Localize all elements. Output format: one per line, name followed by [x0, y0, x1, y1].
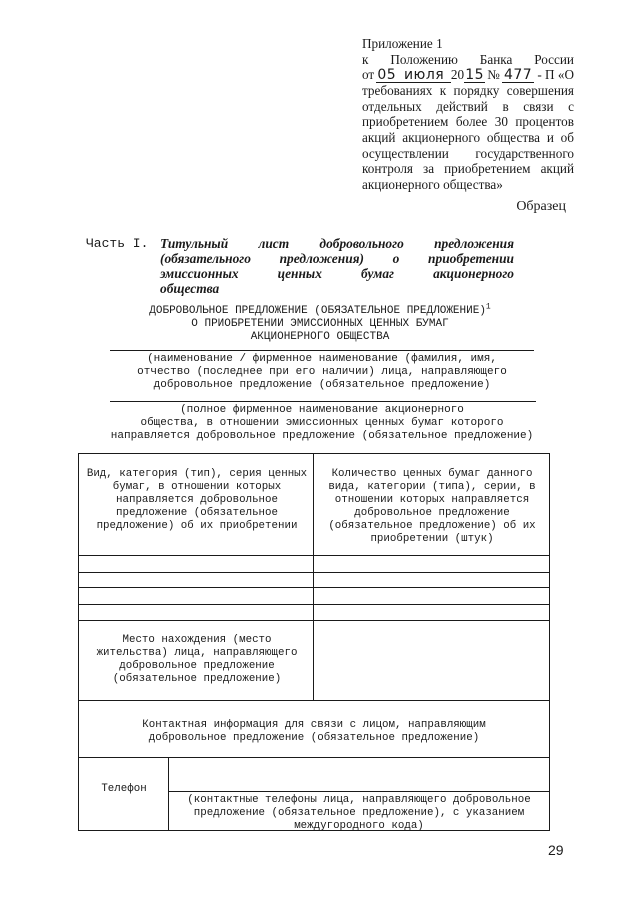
date-year: 15	[465, 67, 485, 84]
table-row-divider	[79, 700, 549, 701]
header-securities-quantity	[317, 468, 547, 546]
field2-caption	[78, 404, 566, 443]
phone-label: Телефон	[101, 783, 147, 795]
location-label-line: добровольное предложение	[119, 660, 275, 672]
table-row-divider	[79, 555, 549, 556]
appendix-line: акций акционерного общества и об	[362, 129, 574, 145]
appendix-ref-line	[362, 52, 574, 68]
phone-column-divider	[168, 757, 169, 830]
offer-heading-text: ДОБРОВОЛЬНОЕ ПРЕДЛОЖЕНИЕ (ОБЯЗАТЕЛЬНОЕ ПРЕДЛОЖЕНИЕ)	[149, 305, 486, 317]
field1-caption-line: отчество (последнее при его наличии) лица, направляющего	[137, 366, 507, 378]
appendix-date-line	[362, 67, 574, 83]
date-month: июля	[397, 68, 451, 83]
appendix-ot: от	[362, 67, 375, 83]
appendix-title: Приложение 1	[362, 36, 443, 51]
field1-caption	[90, 353, 554, 392]
field2-line[interactable]	[110, 401, 536, 402]
appendix-line: требованиях к порядку совершения	[362, 83, 574, 99]
phone-caption	[171, 794, 547, 833]
header-line: направляется добровольное	[116, 494, 278, 506]
appendix-header	[362, 36, 574, 192]
location-value-cell[interactable]	[314, 621, 549, 700]
offer-heading-line3: АКЦИОНЕРНОГО ОБЩЕСТВА	[250, 331, 390, 343]
field1-caption-line: (наименование / фирменное наименование (фамилия, имя,	[147, 353, 497, 365]
location-label-line: Место нахождения (место	[122, 634, 272, 646]
appendix-line: контроля за приобретением акций	[362, 161, 574, 177]
part-title-line: общества	[160, 281, 220, 296]
date-day: 05	[377, 67, 397, 84]
offer-table	[78, 453, 550, 831]
contact-info-line: добровольное предложение (обязательное предложение)	[148, 732, 480, 744]
field2-caption-line: общества, в отношении эмиссионных ценных бумаг которого	[140, 417, 504, 429]
offer-heading-line1	[110, 302, 530, 318]
part-title-line: эмиссионных ценных бумаг акционерного	[160, 266, 514, 281]
header-line: Количество ценных бумаг данного	[331, 468, 533, 480]
phone-caption-line: (контактные телефоны лица, направляющего добровольное	[187, 794, 531, 806]
location-label-line: (обязательное предложение)	[112, 673, 282, 685]
phone-caption-line: предложение (обязательное предложение), с указанием	[193, 807, 525, 819]
phone-caption-line: междугородного кода)	[294, 820, 424, 832]
appendix-line: приобретением более 30 процентов	[362, 114, 574, 130]
number-suffix: - П «О	[537, 67, 574, 83]
header-line: отношении которых направляется	[334, 494, 530, 506]
field2-caption-line: направляется добровольное предложение (обязательное предложение)	[110, 430, 534, 442]
header-line: Вид, категория (тип), серия ценных	[86, 468, 308, 480]
part-title-line: Титульный лист добровольного предложения	[160, 236, 514, 251]
header-line: предложение (обязательное	[116, 507, 278, 519]
header-line: предложение) об их приобретении	[96, 520, 298, 532]
appendix-polozheniyu: Положению	[390, 51, 458, 67]
table-row-divider	[79, 604, 549, 605]
table-row-divider	[79, 587, 549, 588]
appendix-line: осуществлении государственного	[362, 145, 574, 161]
location-label-line: жительства) лица, направляющего	[96, 647, 298, 659]
appendix-k: к	[362, 51, 369, 67]
location-label	[83, 634, 311, 686]
appendix-line: акционерного общества»	[362, 176, 503, 192]
table-column-divider	[313, 454, 314, 620]
table-row-divider	[79, 757, 549, 758]
field1-caption-line: добровольное предложение (обязательное предложение)	[153, 379, 491, 391]
contact-info-line: Контактная информация для связи с лицом, направляющим	[142, 719, 486, 731]
footnote-marker: 1	[485, 302, 491, 312]
offer-heading	[110, 302, 530, 344]
part-title-line: (обязательного предложения) о приобретении	[160, 251, 514, 266]
num-sign: №	[487, 67, 500, 83]
header-line: (обязательное предложение) об их	[328, 520, 536, 532]
field2-caption-line: (полное фирменное наименование акционерного	[180, 404, 464, 416]
part-title	[160, 236, 514, 296]
contact-info-heading	[83, 719, 545, 745]
appendix-russia: России	[534, 51, 574, 67]
appendix-line: отдельных действий в связи с	[362, 98, 574, 114]
phone-input-line[interactable]	[169, 791, 549, 792]
offer-heading-line2: О ПРИОБРЕТЕНИИ ЭМИССИОННЫХ ЦЕННЫХ БУМАГ	[191, 318, 449, 330]
document-number: 477	[502, 68, 535, 83]
table-row-divider	[79, 572, 549, 573]
header-line: приобретении (штук)	[370, 533, 494, 545]
page-number: 29	[548, 842, 564, 858]
date-year-prefix: 20	[450, 67, 465, 83]
header-line: бумаг, в отношении которых	[112, 481, 282, 493]
appendix-bank: Банка	[479, 51, 513, 67]
sample-label: Образец	[516, 199, 566, 214]
header-line: вида, категории (типа), серии, в	[328, 481, 536, 493]
header-line: добровольное предложение	[354, 507, 510, 519]
header-securities-type	[83, 468, 311, 533]
field1-line[interactable]	[110, 350, 534, 351]
part-number: Часть I.	[86, 236, 149, 251]
